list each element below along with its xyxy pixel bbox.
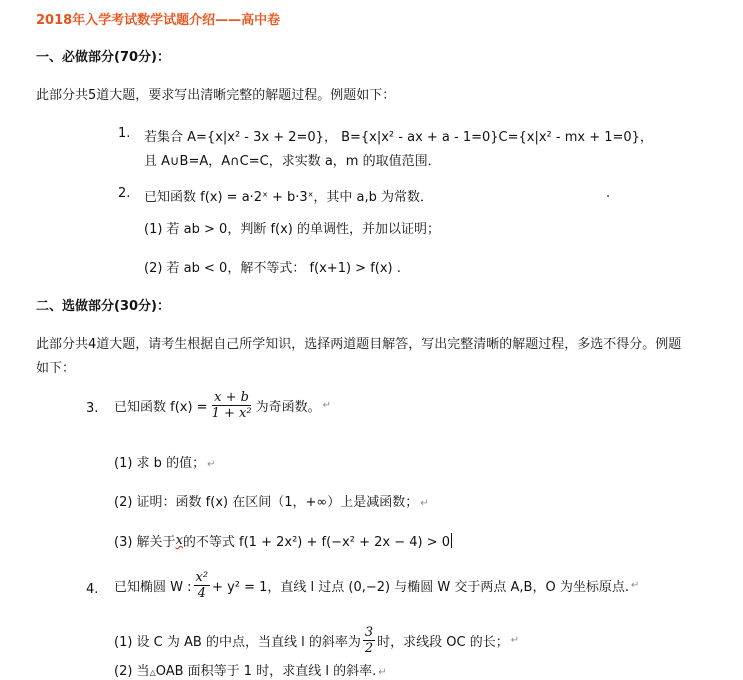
q4-part1-prefix: (1) 设 C 为 AB 的中点，当直线 l 的斜率为: [114, 635, 361, 650]
q1-line1: 若集合 A={x|x² - 3x + 2=0}， B={x|x² - ax + a - 1=0}C={x|x² - mx + 1=0}，: [144, 130, 653, 145]
q3-part1: [114, 452, 215, 471]
q4-part1-suffix: 时，求线段 OC 的长；: [377, 635, 509, 650]
q2-part2: (2) 若 ab < 0，解不等式： f(x+1) > f(x) .: [144, 261, 401, 276]
q3-number: 3.: [86, 401, 99, 416]
q4-part1-numerator: 3: [364, 625, 374, 640]
q3-part2: [114, 491, 429, 510]
q3-fraction-numerator: x + b: [214, 390, 249, 405]
q3-part3-variable: x: [175, 533, 183, 548]
q2-stem: 已知函数 f(x) = a·2ˣ + b·3ˣ，其中 a,b 为常数．: [144, 190, 434, 205]
triangle-symbol: △: [149, 668, 156, 677]
return-mark: ↵: [420, 498, 429, 509]
q2-part1: (1) 若 ab > 0，判断 f(x) 的单调性，并加以证明；: [144, 222, 441, 237]
q4-fraction-numerator: x²: [195, 570, 209, 585]
return-mark: ↵: [630, 580, 640, 591]
q4-part2-prefix: (2) 当: [114, 664, 150, 679]
section1-intro: 此部分共5道大题，要求写出清晰完整的解题过程。例题如下：: [36, 88, 396, 103]
section2-intro-line1: 此部分共4道大题，请考生根据自己所学知识，选择两道题目解答，写出完整清晰的解题过程，多选不得分。例题: [36, 337, 682, 352]
return-mark: ↵: [322, 400, 331, 411]
q4-fraction: [194, 570, 211, 601]
q3-fraction: [210, 390, 254, 421]
q4-stem-suffix: + y² = 1，直线 l 过点 (0,−2) 与椭圆 W 交于两点 A,B，O 为坐标原点.: [212, 580, 629, 595]
q3-part2-text: (2) 证明：函数 f(x) 在区间（1，+∞）上是减函数；: [114, 495, 419, 510]
q1-number: 1.: [118, 126, 131, 141]
q2-trailing-dot: .: [606, 186, 611, 201]
text-cursor[interactable]: [451, 533, 452, 548]
return-mark: ↵: [207, 459, 216, 470]
q4-fraction-denominator: 4: [197, 586, 206, 601]
q1-line2: 且 A∪B=A，A∩C=C，求实数 a，m 的取值范围．: [144, 154, 441, 169]
q3-part3-prefix: (3) 解关于: [114, 535, 176, 550]
q4-stem-prefix: 已知椭圆 W :: [114, 580, 192, 595]
q4-part1: [114, 625, 519, 656]
q4-part1-denominator: 2: [364, 641, 374, 656]
q3-stem-prefix: 已知函数 f(x) =: [114, 400, 208, 415]
q4-stem: [114, 570, 639, 601]
q3-stem-suffix: 为奇函数。: [255, 400, 321, 415]
q3-part1-text: (1) 求 b 的值；: [114, 456, 206, 471]
return-mark: ↵: [510, 635, 520, 646]
document-title: 2018年入学考试数学试题介绍——高中卷: [36, 13, 281, 28]
q3-fraction-denominator: 1 + x²: [211, 406, 252, 421]
q3-part3: [114, 531, 452, 550]
q4-part2-suffix: OAB 面积等于 1 时，求直线 l 的斜率.: [155, 664, 377, 679]
q3-stem: [114, 390, 331, 421]
section1-heading: 一、必做部分(70分)：: [36, 50, 170, 65]
return-mark: ↵: [378, 667, 387, 678]
q4-part2: [114, 660, 387, 679]
q4-number: 4.: [86, 582, 99, 597]
section2-heading: 二、选做部分(30分)：: [36, 299, 170, 314]
q2-number: 2.: [118, 186, 131, 201]
q3-part3-suffix: 的不等式 f(1 + 2x²) + f(−x² + 2x − 4) > 0: [182, 535, 451, 550]
q4-part1-fraction: [363, 625, 375, 656]
section2-intro-line2: 如下：: [36, 361, 76, 376]
